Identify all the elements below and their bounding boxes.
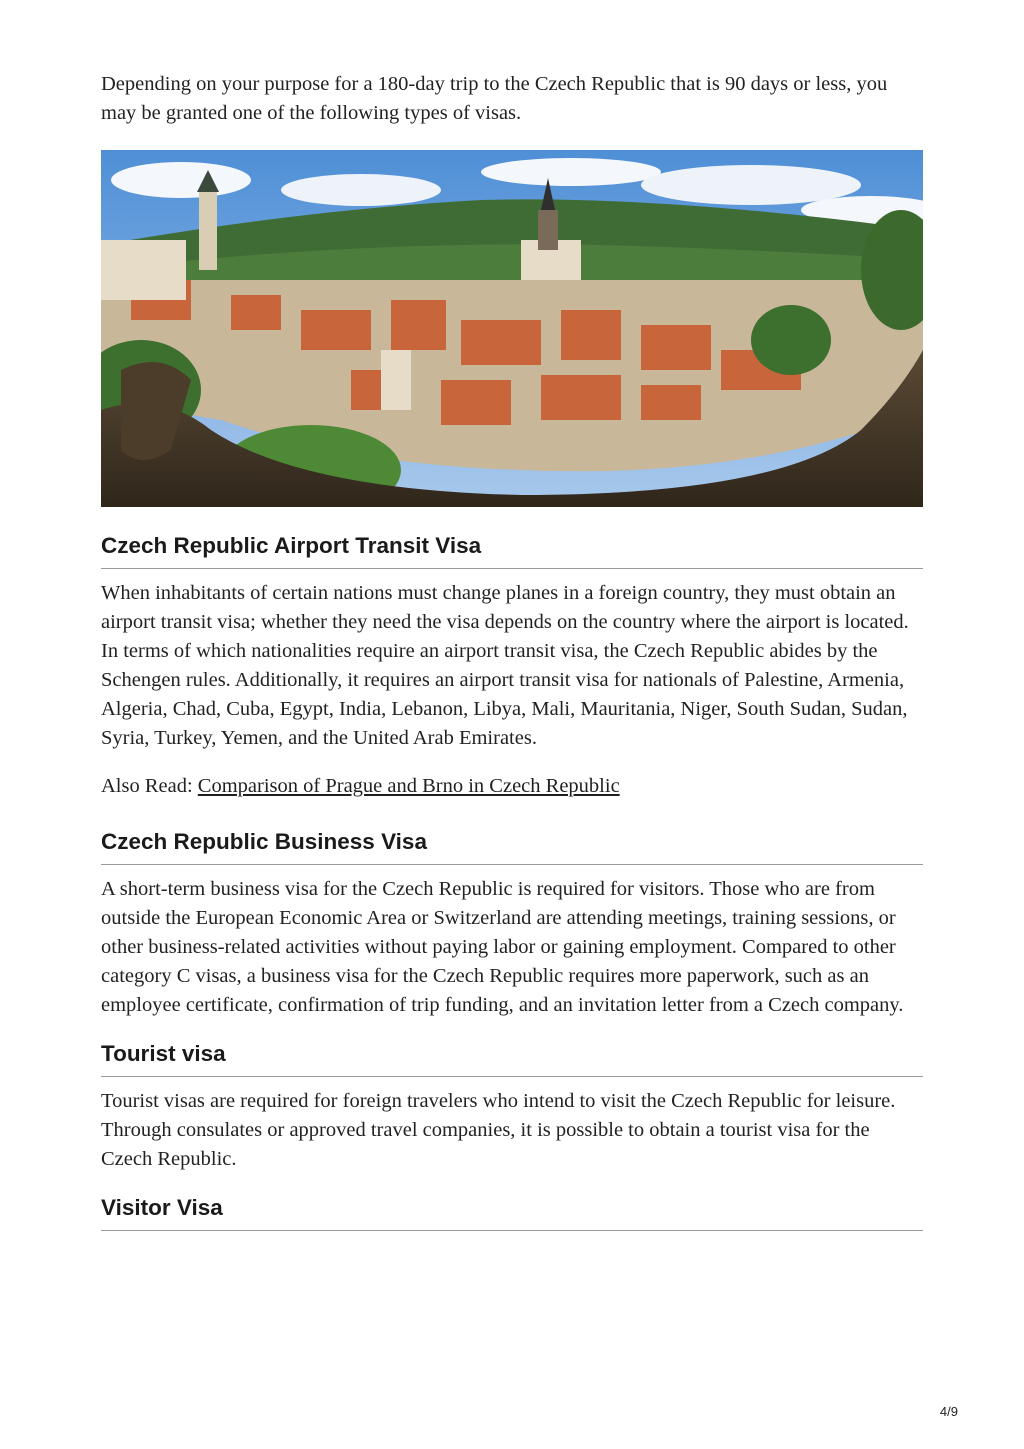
also-read-link[interactable]: Comparison of Prague and Brno in Czech Republic	[197, 775, 620, 797]
section-heading-airport-transit: Czech Republic Airport Transit Visa	[101, 531, 923, 569]
section-heading-visitor: Visitor Visa	[101, 1193, 923, 1231]
section-text-business: A short-term business visa for the Czech Republic is required for visitors. Those who are from outside the European Economic Area or Switzerland are attending meetings, training sessions, or other business-related activities without paying labor or gaining employment. Compared to other category C visas, a business visa for the Czech Republic requires more paperwork, such as an employee certificate, confirmation of trip funding, and an invitation letter from a Czech company.	[101, 878, 904, 1016]
also-read-prefix: Also Read:	[101, 775, 198, 797]
intro-paragraph: Depending on your purpose for a 180-day trip to the Czech Republic that is 90 days or less, you may be granted one of the following types of visas.	[101, 73, 888, 124]
town-river-photo	[101, 150, 923, 507]
document-page	[101, 70, 923, 1241]
section-heading-tourist: Tourist visa	[101, 1039, 923, 1077]
section-text-airport-transit: When inhabitants of certain nations must change planes in a foreign country, they must obtain an airport transit visa; whether they need the visa depends on the country where the airport is located. In terms of which nationalities require an airport transit visa, the Czech Republic abides by the Schengen rules. Additionally, it requires an airport transit visa for nationals of Palestine, Armenia, Algeria, Chad, Cuba, Egypt, India, Lebanon, Libya, Mali, Mauritania, Niger, South Sudan, Sudan, Syria, Turkey, Yemen, and the United Arab Emirates.	[101, 582, 909, 749]
hero-image	[101, 150, 923, 507]
section-text-tourist: Tourist visas are required for foreign travelers who intend to visit the Czech Republic for leisure. Through consulates or approved travel companies, it is possible to obtain a tourist visa for the Czech Republic.	[101, 1090, 896, 1170]
page-number: 4/9	[939, 1404, 958, 1419]
section-heading-business: Czech Republic Business Visa	[101, 827, 923, 865]
also-read	[101, 772, 923, 801]
